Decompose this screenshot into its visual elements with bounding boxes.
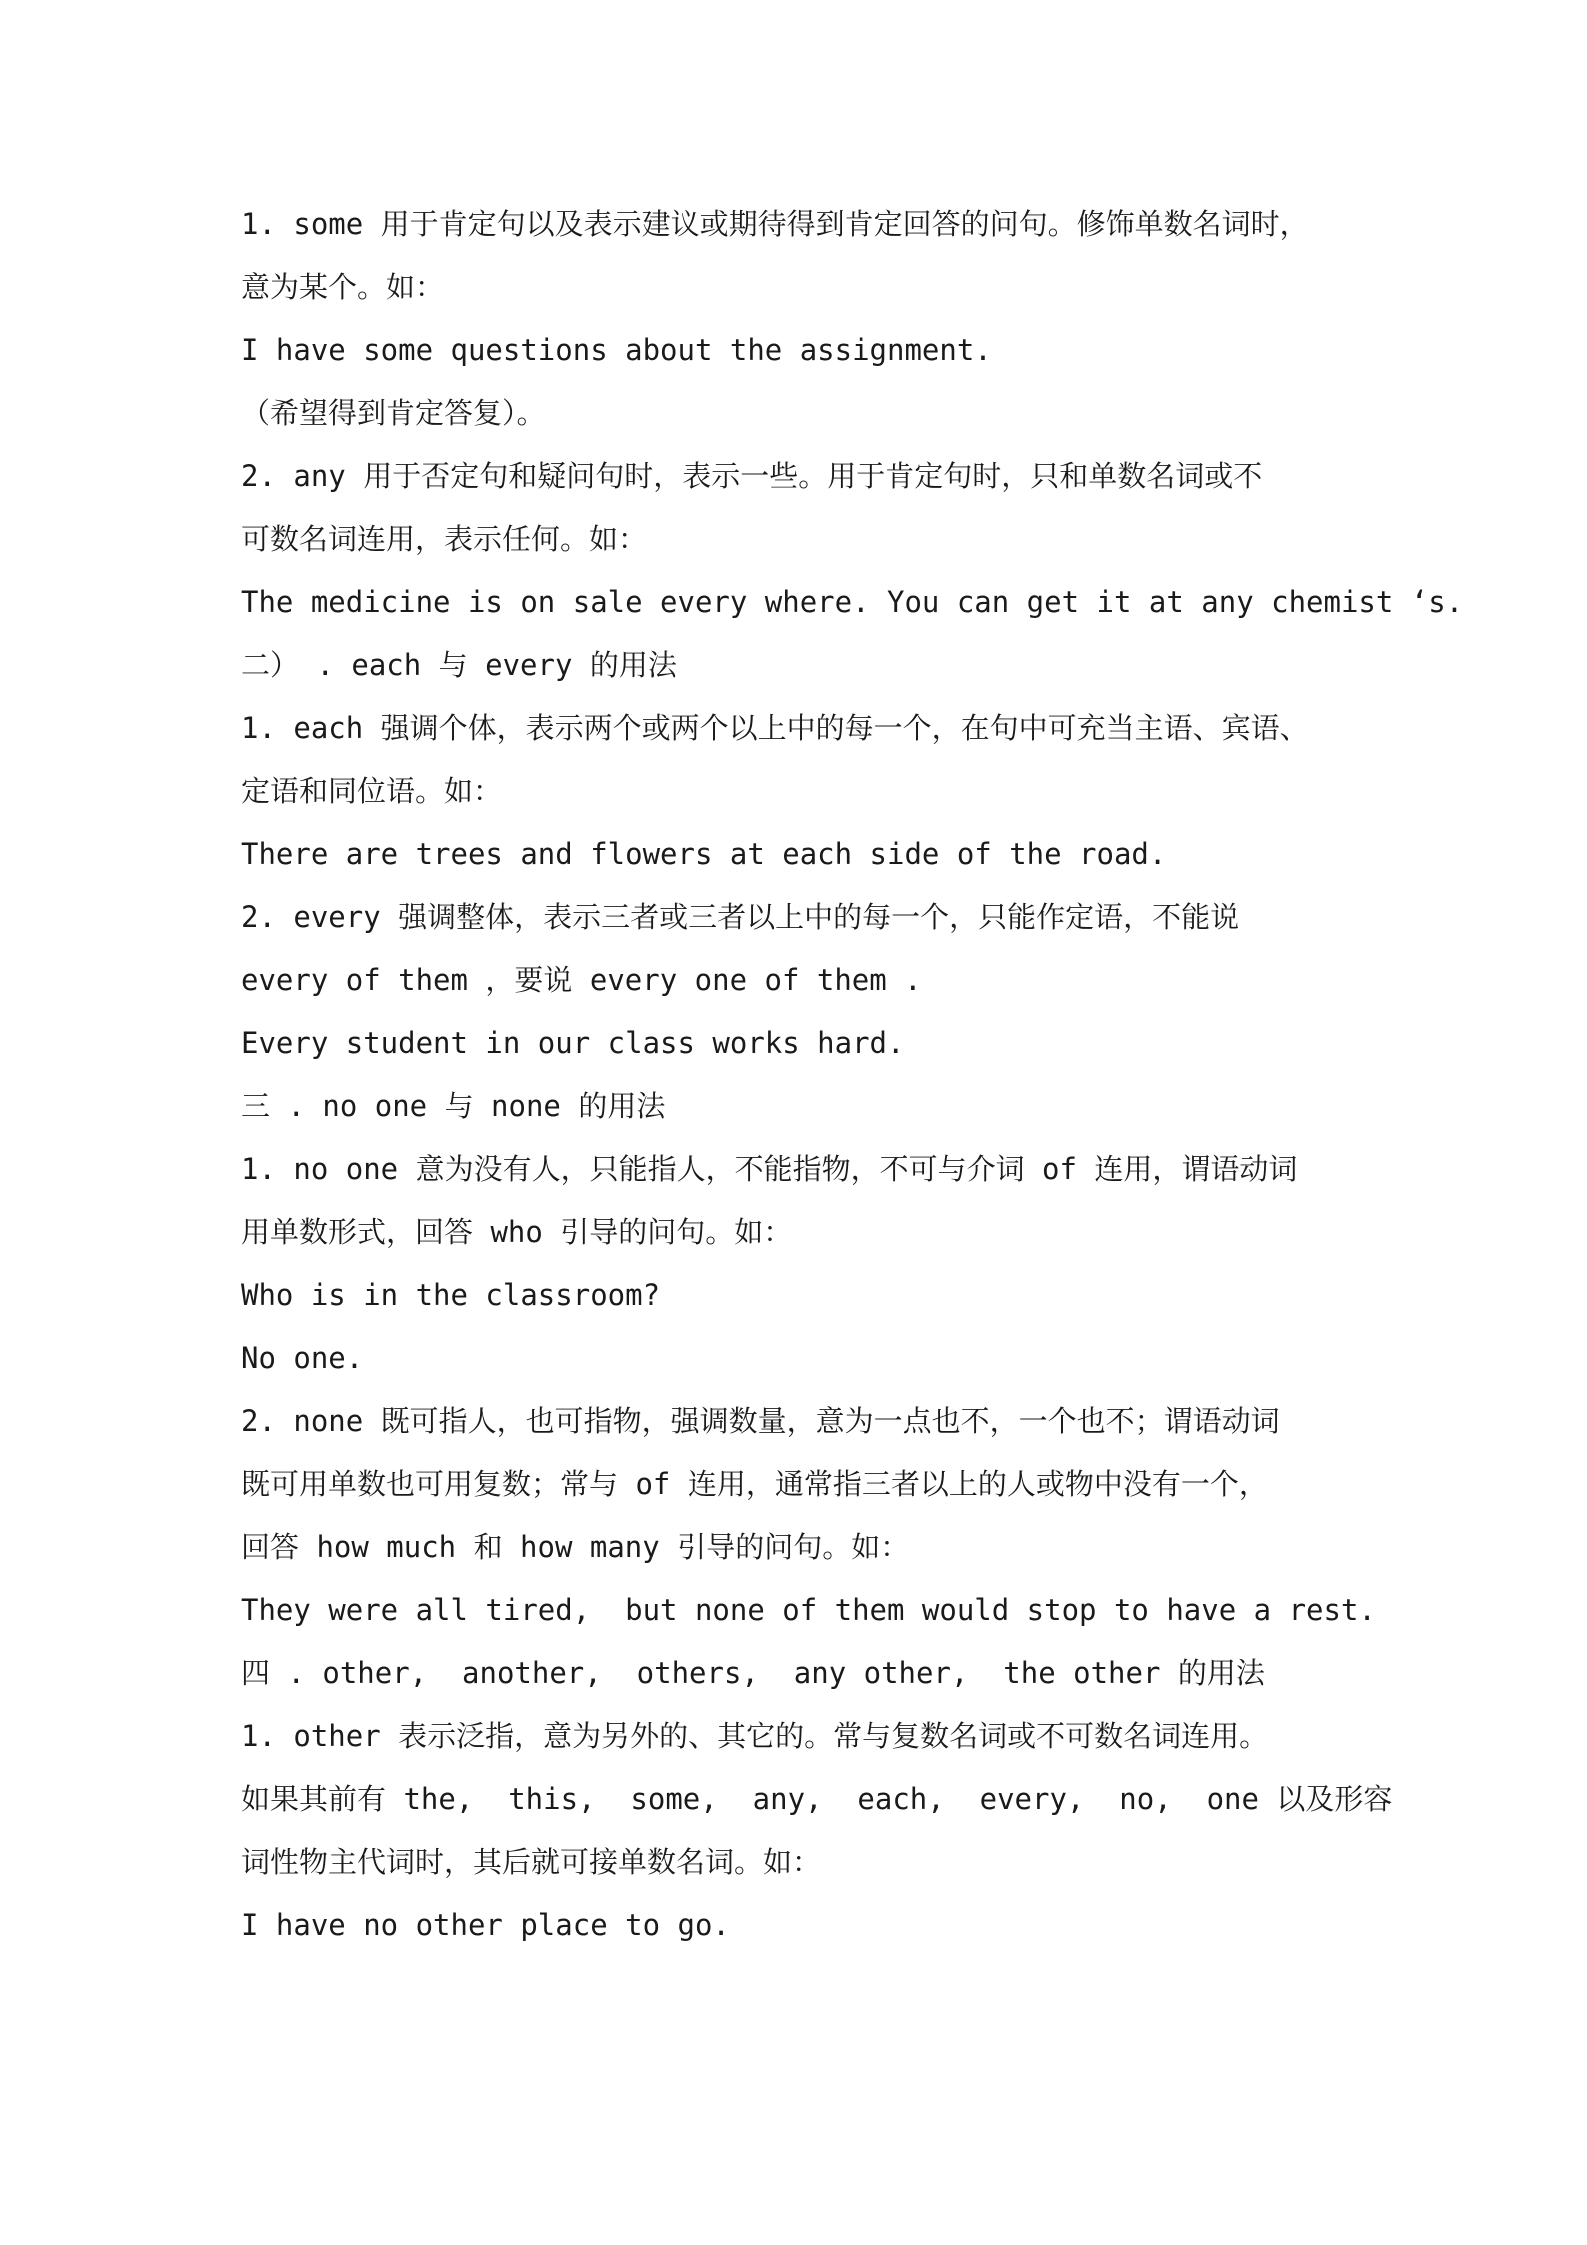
text-line: I have no other place to go. (241, 1908, 730, 1942)
text-line: 1. each 强调个体，表示两个或两个以上中的每一个，在句中可充当主语、宾语、 (241, 711, 1309, 745)
text-line: They were all tired, but none of them would stop to have a rest. (241, 1593, 1376, 1627)
text-line: 可数名词连用，表示任何。如： (241, 522, 648, 556)
text-line: every of them ，要说 every one of them . (241, 963, 922, 997)
text-line: 2. none 既可指人，也可指物，强调数量，意为一点也不，一个也不；谓语动词 (241, 1404, 1280, 1438)
text-line: 1. other 表示泛指，意为另外的、其它的。常与复数名词或不可数名词连用。 (241, 1719, 1269, 1753)
text-line: 词性物主代词时，其后就可接单数名词。如： (241, 1845, 822, 1879)
section-heading: 三 . no one 与 none 的用法 (241, 1089, 666, 1123)
text-line: No one. (241, 1341, 364, 1375)
section-heading: 二） . each 与 every 的用法 (241, 648, 677, 682)
text-line: （希望得到肯定答复）。 (241, 396, 546, 430)
text-line: I have some questions about the assignment. (241, 333, 992, 367)
text-line: Every student in our class works hard. (241, 1026, 905, 1060)
text-line: 如果其前有 the, this, some, any, each, every, no, one 以及形容 (241, 1782, 1393, 1816)
text-line: 2. every 强调整体，表示三者或三者以上中的每一个，只能作定语，不能说 (241, 900, 1240, 934)
text-line: There are trees and flowers at each side of the road. (241, 837, 1167, 871)
text-line: 意为某个。如： (241, 270, 445, 304)
text-line: 1. no one 意为没有人，只能指人，不能指物，不可与介词 of 连用，谓语动词 (241, 1152, 1298, 1186)
section-heading: 四 . other, another, others, any other, the other 的用法 (241, 1656, 1265, 1690)
text-line: The medicine is on sale every where. You can get it at any chemist ‘s. (241, 585, 1464, 619)
text-line: 定语和同位语。如： (241, 774, 503, 808)
text-line: 用单数形式，回答 who 引导的问句。如： (241, 1215, 793, 1249)
text-line: 2. any 用于否定句和疑问句时，表示一些。用于肯定句时，只和单数名词或不 (241, 459, 1263, 493)
text-line: Who is in the classroom? (241, 1278, 661, 1312)
text-line: 回答 how much 和 how many 引导的问句。如： (241, 1530, 910, 1564)
text-line: 1. some 用于肯定句以及表示建议或期待得到肯定回答的问句。修饰单数名词时， (241, 207, 1309, 241)
text-line: 既可用单数也可用复数；常与 of 连用，通常指三者以上的人或物中没有一个， (241, 1467, 1268, 1501)
